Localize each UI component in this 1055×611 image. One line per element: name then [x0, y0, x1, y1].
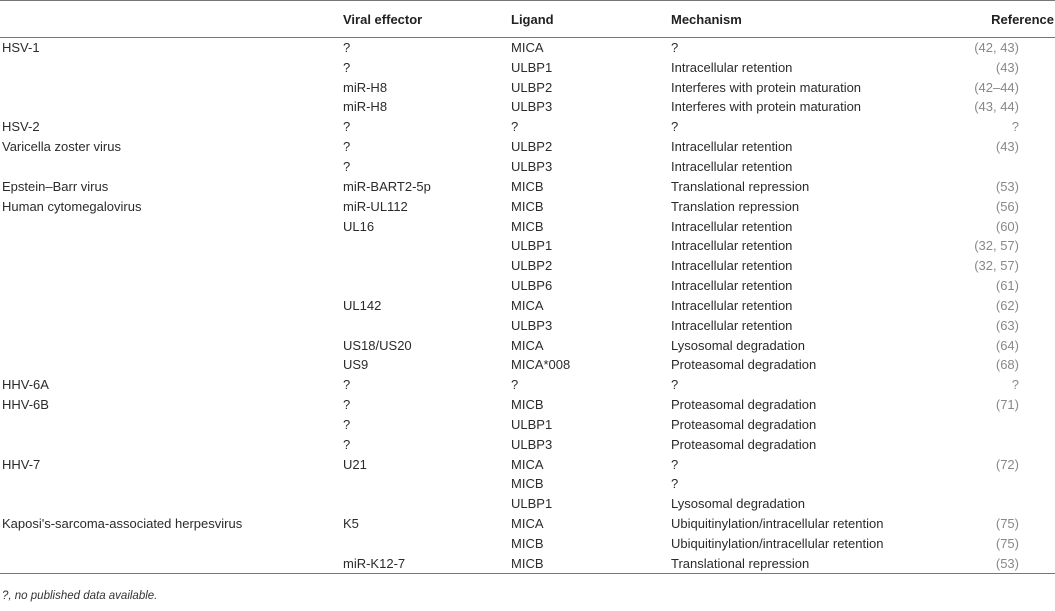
cell-viral-effector: ? [343, 139, 351, 155]
cell-virus [0, 236, 341, 256]
table-row [0, 315, 1055, 335]
table-row [0, 335, 1055, 355]
cell-virus: HSV-2 [2, 119, 40, 135]
cell-ligand: MICA [511, 40, 544, 56]
table-row [0, 176, 1055, 196]
cell-viral-effector: ? [343, 436, 351, 452]
cell-viral-effector: US18/US20 [343, 337, 412, 353]
cell-ligand: ULBP3 [511, 158, 553, 174]
cell-mechanism: Ubiquitinylation/intracellular retention [671, 536, 884, 552]
cell-viral-effector: UL16 [343, 218, 375, 234]
cell-mechanism: ? [671, 40, 679, 56]
cell-viral-effector: miR-UL112 [343, 198, 408, 214]
header-reference: Reference [937, 1, 1055, 38]
cell-ligand: MICA [511, 297, 544, 313]
cell-viral-effector [341, 494, 509, 514]
cell-reference: (75) [995, 536, 1019, 552]
cell-mechanism: Translational repression [669, 553, 937, 573]
cell-ligand: MICB [511, 397, 544, 413]
table-row [0, 38, 1055, 58]
table-row [0, 276, 1055, 296]
cell-viral-effector: ? [343, 59, 351, 75]
cell-ligand: ULBP3 [511, 99, 553, 115]
cell-mechanism: Ubiquitinylation/intracellular retention [671, 516, 884, 532]
cell-mechanism: Lysosomal degradation [671, 496, 805, 512]
table-row [0, 434, 1055, 454]
cell-reference: (72) [995, 456, 1019, 472]
cell-virus [0, 157, 341, 177]
table-row [0, 236, 1055, 256]
table-row [0, 514, 1055, 534]
cell-ligand: ULBP1 [511, 59, 553, 75]
cell-reference: (75) [995, 516, 1019, 532]
cell-mechanism: ? [671, 377, 679, 393]
cell-reference: (53) [937, 553, 1055, 573]
cell-reference: (43) [995, 139, 1019, 155]
cell-virus: HHV-7 [2, 456, 41, 472]
cell-ligand: MICB [511, 536, 544, 552]
cell-ligand: MICB [511, 218, 544, 234]
cell-reference: (43) [995, 59, 1019, 75]
cell-reference [937, 434, 1055, 454]
cell-ligand: ULBP1 [511, 238, 553, 254]
cell-ligand: ULBP2 [511, 79, 553, 95]
cell-viral-effector: ? [343, 377, 351, 393]
cell-virus: HHV-6B [2, 397, 49, 413]
cell-mechanism: Interferes with protein maturation [671, 99, 862, 115]
table-row [0, 77, 1055, 97]
cell-ligand: MICB [509, 553, 669, 573]
table-footnote: ?, no published data available. [2, 590, 158, 602]
table-row [0, 57, 1055, 77]
cell-virus [0, 216, 341, 236]
cell-viral-effector: U21 [343, 456, 367, 472]
cell-reference: (63) [995, 317, 1019, 333]
cell-virus [0, 256, 341, 276]
cell-reference: (53) [995, 178, 1019, 194]
cell-ligand: ULBP2 [511, 258, 553, 274]
cell-viral-effector: ? [343, 158, 351, 174]
cell-mechanism: Proteasomal degradation [671, 436, 817, 452]
cell-viral-effector: miR-BART2-5p [343, 178, 431, 194]
cell-mechanism: Proteasomal degradation [671, 397, 817, 413]
cell-viral-effector: K5 [343, 516, 359, 532]
cell-reference: (68) [995, 357, 1019, 373]
table-row [0, 454, 1055, 474]
cell-viral-effector [341, 256, 509, 276]
cell-viral-effector: miR-H8 [343, 99, 388, 115]
cell-mechanism: Intracellular retention [671, 278, 793, 294]
cell-virus: HSV-1 [2, 40, 40, 56]
table-row [0, 355, 1055, 375]
cell-mechanism: Intracellular retention [671, 139, 793, 155]
table-row [0, 474, 1055, 494]
cell-mechanism: Interferes with protein maturation [671, 79, 862, 95]
cell-reference: (62) [995, 297, 1019, 313]
cell-viral-effector: ? [343, 40, 351, 56]
cell-ligand: MICB [511, 178, 544, 194]
cell-reference: (42, 43) [974, 40, 1019, 56]
cell-reference: ? [1011, 119, 1019, 135]
cell-virus [0, 494, 341, 514]
table-row [0, 534, 1055, 554]
cell-virus [0, 276, 341, 296]
cell-reference: (42–44) [974, 79, 1019, 95]
header-mechanism: Mechanism [669, 1, 937, 38]
cell-reference: (71) [995, 397, 1019, 413]
cell-mechanism: Intracellular retention [671, 258, 793, 274]
cell-ligand: ULBP3 [511, 436, 553, 452]
cell-virus: Varicella zoster virus [2, 139, 121, 155]
cell-ligand: MICA*008 [511, 357, 571, 373]
header-virus [0, 1, 341, 38]
cell-mechanism: Translation repression [671, 198, 800, 214]
cell-ligand: MICB [511, 198, 544, 214]
table-row [0, 157, 1055, 177]
cell-viral-effector [341, 474, 509, 494]
cell-virus: Epstein–Barr virus [2, 178, 109, 194]
cell-viral-effector: US9 [343, 357, 369, 373]
cell-viral-effector [341, 315, 509, 335]
cell-reference: (43, 44) [974, 99, 1019, 115]
cell-ligand: ULBP6 [511, 278, 553, 294]
cell-mechanism: Intracellular retention [671, 59, 793, 75]
cell-reference: ? [1011, 377, 1019, 393]
cell-viral-effector: UL142 [343, 297, 382, 313]
cell-virus [0, 474, 341, 494]
cell-mechanism: Proteasomal degradation [671, 357, 817, 373]
cell-mechanism: Intracellular retention [671, 297, 793, 313]
cell-mechanism: Intracellular retention [671, 158, 793, 174]
cell-mechanism: Intracellular retention [671, 238, 793, 254]
cell-viral-effector: ? [343, 397, 351, 413]
cell-ligand: ULBP1 [511, 416, 553, 432]
table-row [0, 415, 1055, 435]
table-body [0, 38, 1055, 574]
cell-virus [0, 77, 341, 97]
table-row [0, 494, 1055, 514]
cell-virus [0, 534, 341, 554]
table-row [0, 295, 1055, 315]
cell-viral-effector [341, 276, 509, 296]
table-row [0, 97, 1055, 117]
cell-reference [937, 415, 1055, 435]
table-row [0, 117, 1055, 137]
cell-virus [0, 97, 341, 117]
table-row [0, 375, 1055, 395]
cell-reference: (60) [995, 218, 1019, 234]
cell-reference [937, 474, 1055, 494]
cell-virus: HHV-6A [2, 377, 49, 393]
cell-mechanism: ? [671, 119, 679, 135]
table-row [0, 216, 1055, 236]
cell-virus [0, 57, 341, 77]
cell-ligand: MICA [511, 456, 544, 472]
cell-ligand: ? [511, 119, 519, 135]
cell-ligand: ULBP2 [511, 139, 553, 155]
cell-virus [0, 295, 341, 315]
cell-ligand: MICA [511, 516, 544, 532]
cell-virus [0, 415, 341, 435]
table-row [0, 256, 1055, 276]
cell-mechanism: Translational repression [671, 178, 810, 194]
cell-ligand: MICB [511, 476, 544, 492]
header-viral-effector: Viral effector [341, 1, 509, 38]
cell-mechanism: Lysosomal degradation [671, 337, 805, 353]
cell-reference: (64) [995, 337, 1019, 353]
table-row [0, 196, 1055, 216]
cell-viral-effector: ? [343, 119, 351, 135]
cell-mechanism: ? [671, 456, 679, 472]
table-header [0, 1, 1055, 38]
cell-mechanism: ? [671, 476, 679, 492]
cell-virus [0, 335, 341, 355]
cell-virus [0, 355, 341, 375]
cell-virus [0, 434, 341, 454]
header-row [0, 1, 1055, 38]
cell-reference: (32, 57) [974, 258, 1019, 274]
cell-mechanism: Intracellular retention [671, 218, 793, 234]
cell-ligand: ULBP3 [511, 317, 553, 333]
cell-viral-effector [341, 534, 509, 554]
cell-ligand: ULBP1 [511, 496, 553, 512]
cell-reference [937, 157, 1055, 177]
cell-viral-effector: miR-K12-7 [341, 553, 509, 573]
table-row [0, 553, 1055, 573]
cell-ligand: ? [511, 377, 519, 393]
cell-reference: (32, 57) [974, 238, 1019, 254]
cell-virus: Human cytomegalovirus [2, 198, 142, 214]
header-ligand: Ligand [509, 1, 669, 38]
cell-reference: (61) [995, 278, 1019, 294]
cell-reference [937, 494, 1055, 514]
cell-reference: (56) [995, 198, 1019, 214]
cell-mechanism: Intracellular retention [671, 317, 793, 333]
cell-viral-effector [341, 236, 509, 256]
cell-virus [0, 553, 341, 573]
cell-virus [0, 315, 341, 335]
table-row [0, 395, 1055, 415]
cell-viral-effector: ? [343, 416, 351, 432]
table-row [0, 137, 1055, 157]
cell-ligand: MICA [511, 337, 544, 353]
cell-viral-effector: miR-H8 [343, 79, 388, 95]
cell-mechanism: Proteasomal degradation [671, 416, 817, 432]
cell-virus: Kaposi's-sarcoma-associated herpesvirus [2, 516, 243, 532]
